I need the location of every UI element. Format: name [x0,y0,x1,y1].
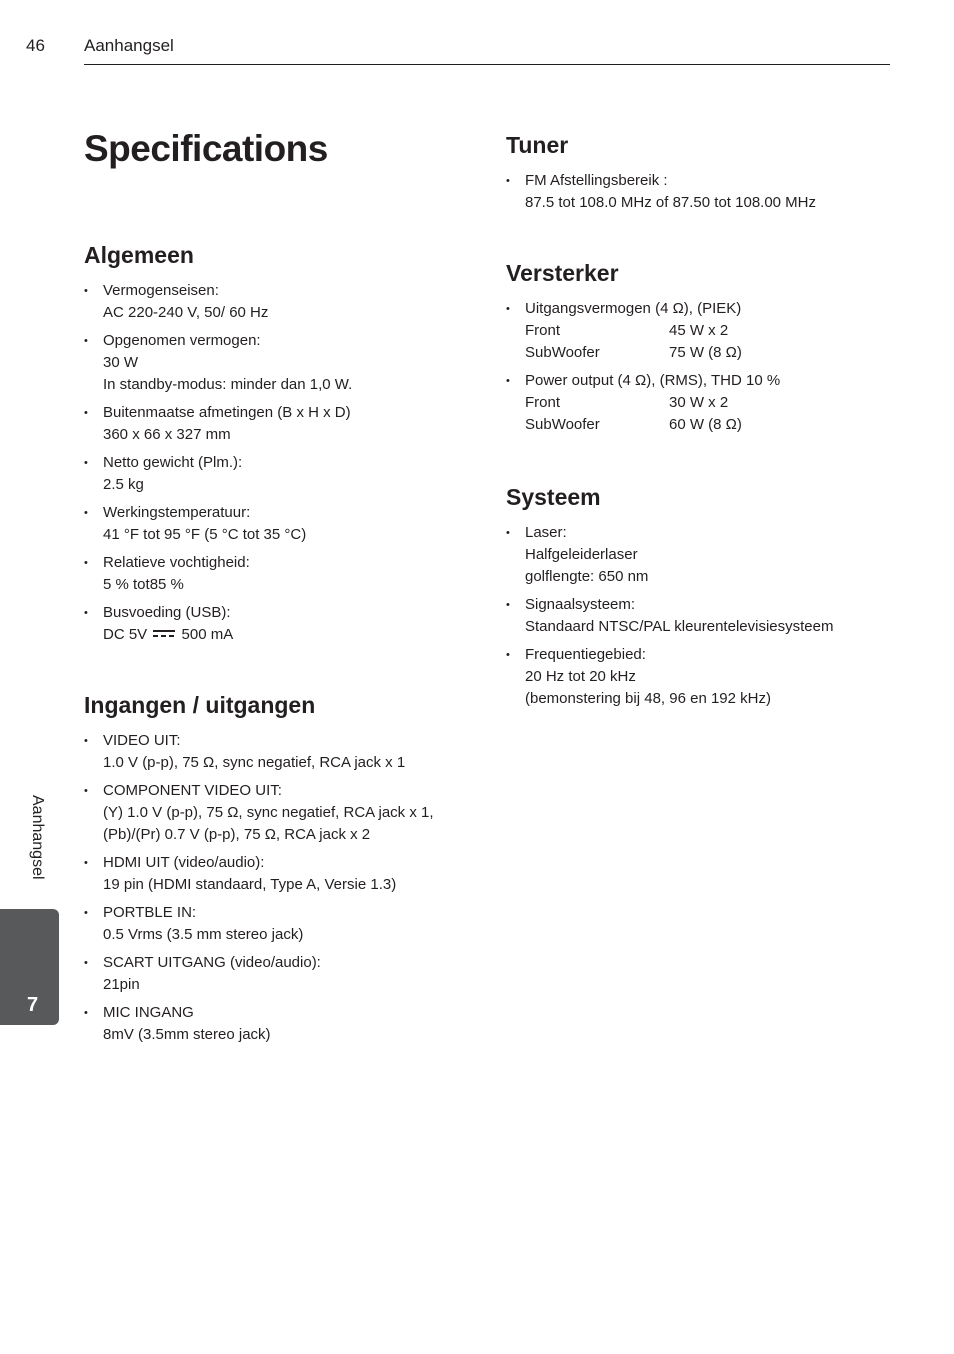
list-item [506,644,906,710]
spec-key: Front [525,394,561,411]
list-item [506,298,906,364]
list-item [84,502,464,546]
list-algemeen [84,280,464,652]
spec-value: 30 W x 2 [669,394,729,411]
list-item [84,780,464,846]
item-text-suffix: 500 mA [181,626,234,643]
header-section-title: Aanhangsel [84,36,174,55]
bullet-icon: • [84,607,88,619]
bullet-icon: • [84,857,88,869]
bullet-icon: • [506,375,510,387]
bullet-icon: • [84,785,88,797]
list-item [506,594,906,638]
bullet-icon: • [84,557,88,569]
bullet-icon: • [506,175,510,187]
item-text: 41 °F tot 95 °F (5 °C tot 35 °C) [103,526,307,543]
list-item [84,452,464,496]
item-text: COMPONENT VIDEO UIT: [103,782,282,799]
item-text: 5 % tot85 % [103,576,184,593]
item-text: 8mV (3.5mm stereo jack) [103,1026,271,1043]
list-item [84,402,464,446]
spec-key: SubWoofer [525,344,600,361]
list-item [84,902,464,946]
bullet-icon: • [84,507,88,519]
bullet-icon: • [506,649,510,661]
item-text: FM Afstellingsbereik : [525,172,668,189]
list-versterker [506,298,906,442]
item-text: VIDEO UIT: [103,732,181,749]
spec-row [525,342,906,364]
item-text: Signaalsysteem: [525,596,636,613]
item-text: PORTBLE IN: [103,904,197,921]
spec-row [525,414,906,436]
item-text: golflengte: 650 nm [525,568,649,585]
spec-value: 45 W x 2 [669,322,729,339]
list-item [84,952,464,996]
dc-symbol-icon [153,630,175,638]
list-item [506,522,906,588]
chapter-number: 7 [27,994,39,1016]
item-text: Halfgeleiderlaser [525,546,638,563]
bullet-icon: • [506,303,510,315]
item-text: 30 W [103,354,139,371]
item-text: 21pin [103,976,140,993]
item-text: Busvoeding (USB): [103,604,231,621]
item-text: Werkingstemperatuur: [103,504,251,521]
chapter-tab [0,909,59,1025]
spec-key: SubWoofer [525,416,600,433]
item-text: Relatieve vochtigheid: [103,554,250,571]
list-item [84,280,464,324]
list-item [84,602,464,646]
item-heading: Uitgangsvermogen (4 Ω), (PIEK) [525,300,742,317]
bullet-icon: • [84,407,88,419]
item-text: (Y) 1.0 V (p-p), 75 Ω, sync negatief, RCA jack x 1, [103,804,434,821]
spec-value: 60 W (8 Ω) [669,416,742,433]
item-text: In standby-modus: minder dan 1,0 W. [103,376,353,393]
item-text: Vermogenseisen: [103,282,219,299]
item-text: MIC INGANG [103,1004,194,1021]
side-chapter-label [26,795,46,905]
header-rule [84,64,890,65]
section-title-ingangen: Ingangen / uitgangen [84,692,316,718]
page-number: 46 [26,36,45,55]
bullet-icon: • [84,957,88,969]
bullet-icon: • [84,907,88,919]
item-text: Opgenomen vermogen: [103,332,261,349]
item-text: 87.5 tot 108.0 MHz of 87.50 tot 108.00 MHz [525,194,817,211]
item-text: (bemonstering bij 48, 96 en 192 kHz) [525,690,771,707]
item-heading: Power output (4 Ω), (RMS), THD 10 % [525,372,781,389]
spec-value: 75 W (8 Ω) [669,344,742,361]
item-text: Frequentiegebied: [525,646,646,663]
bullet-icon: • [84,1007,88,1019]
bullet-icon: • [506,527,510,539]
page-title: Specifications [84,128,328,169]
side-chapter-label-text: Aanhangsel [29,795,46,880]
list-tuner [506,170,906,220]
spec-key: Front [525,322,561,339]
bullet-icon: • [84,457,88,469]
spec-row [525,392,906,414]
list-systeem [506,522,906,716]
item-text: Netto gewicht (Plm.): [103,454,243,471]
item-text: Standaard NTSC/PAL kleurentelevisiesysteem [525,618,834,635]
bullet-icon: • [84,335,88,347]
list-item [84,852,464,896]
item-text: AC 220-240 V, 50/ 60 Hz [103,304,269,321]
item-text: 0.5 Vrms (3.5 mm stereo jack) [103,926,304,943]
item-text: Laser: [525,524,567,541]
item-text: HDMI UIT (video/audio): [103,854,265,871]
item-text: 2.5 kg [103,476,144,493]
item-text [103,624,464,646]
section-title-tuner: Tuner [506,132,569,158]
item-text: 360 x 66 x 327 mm [103,426,231,443]
section-title-versterker: Versterker [506,260,619,286]
list-item [84,552,464,596]
item-text-prefix: DC 5V [103,626,148,643]
list-item [84,730,464,774]
spec-row [525,320,906,342]
item-text: 1.0 V (p-p), 75 Ω, sync negatief, RCA jack x 1 [103,754,406,771]
bullet-icon: • [84,735,88,747]
item-text: 19 pin (HDMI standaard, Type A, Versie 1.3) [103,876,397,893]
bullet-icon: • [84,285,88,297]
item-text: 20 Hz tot 20 kHz [525,668,636,685]
list-item [506,370,906,436]
item-text: SCART UITGANG (video/audio): [103,954,321,971]
item-text: Buitenmaatse afmetingen (B x H x D) [103,404,351,421]
bullet-icon: • [506,599,510,611]
list-item [506,170,906,214]
item-text: (Pb)/(Pr) 0.7 V (p-p), 75 Ω, RCA jack x 2 [103,826,371,843]
list-item [84,1002,464,1046]
section-title-algemeen: Algemeen [84,242,194,268]
section-title-systeem: Systeem [506,484,601,510]
list-ingangen [84,730,464,1052]
list-item [84,330,464,396]
